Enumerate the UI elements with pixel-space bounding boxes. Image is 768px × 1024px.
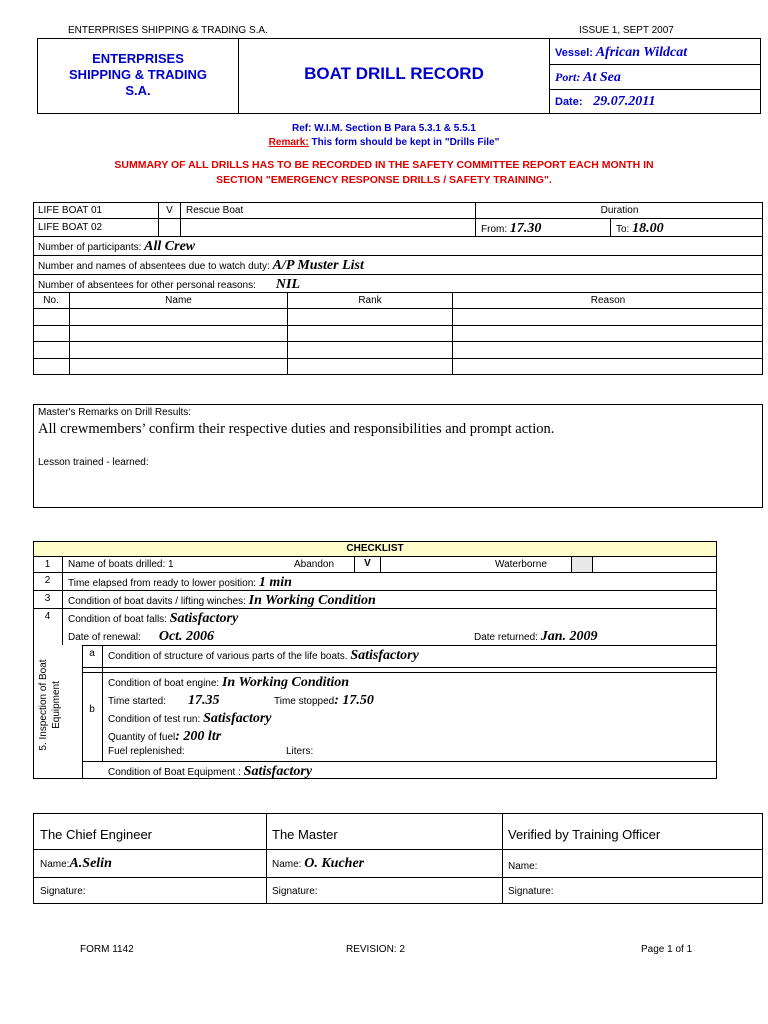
participants-field: Number of participants: All Crew: [38, 239, 196, 254]
row4-no: 4: [44, 611, 51, 622]
row1-mark: V: [364, 558, 371, 569]
col-rank: Rank: [358, 295, 382, 306]
test-run-field: Condition of test run: Satisfactory: [108, 711, 272, 726]
verified-name-field: Name:: [508, 861, 538, 872]
master-name-field: Name: O. Kucher: [272, 856, 365, 871]
lifeboat-01-mark: V: [166, 205, 173, 216]
time-started-field: Time started: 17.35: [108, 693, 220, 708]
verified-signature-label: Signature:: [508, 886, 554, 897]
rescue-boat-label: Rescue Boat: [186, 205, 244, 216]
engine-field: Condition of boat engine: In Working Condition: [108, 675, 350, 690]
liters-label: Liters:: [286, 746, 314, 757]
master-signature-label: Signature:: [272, 886, 318, 897]
time-stopped-field: Time stopped: 17.50: [274, 693, 374, 708]
page-header-company: ENTERPRISES SHIPPING & TRADING S.A.: [68, 25, 268, 36]
row2-field: Time elapsed from ready to lower position: 1 min: [68, 575, 292, 590]
footer-page: Page 1 of 1: [641, 944, 693, 955]
col-no: No.: [43, 295, 59, 306]
duration-from: From: 17.30: [481, 221, 542, 236]
footer-revision: REVISION: 2: [346, 944, 405, 955]
duration-label: Duration: [600, 205, 639, 216]
date-field: Date: 29.07.2011: [555, 94, 656, 109]
row2-no: 2: [44, 575, 51, 586]
col-reason: Reason: [590, 295, 626, 306]
chief-signature-label: Signature:: [40, 886, 86, 897]
fuel-quantity-field: Quantity of fuel: 200 ltr: [108, 729, 222, 744]
row1-waterborne: Waterborne: [495, 559, 547, 570]
row1-label: Name of boats drilled: 1: [68, 559, 174, 570]
chief-name-field: Name:A.Selin: [40, 856, 112, 871]
row1-no: 1: [44, 559, 51, 570]
fuel-replenished-label: Fuel replenished:: [108, 746, 185, 757]
page-header-issue: ISSUE 1, SEPT 2007: [579, 25, 674, 36]
chief-engineer-title: The Chief Engineer: [40, 827, 153, 842]
row1-abandon: Abandon: [294, 559, 335, 570]
vessel-field: Vessel: African Wildcat: [555, 45, 688, 60]
checklist-title: CHECKLIST: [346, 543, 404, 554]
sub-a-label: a: [89, 648, 95, 659]
col-name: Name: [165, 295, 192, 306]
absentees-other-field: Number of absentees for other personal reasons: NIL: [38, 277, 301, 292]
remarks-label: Master's Remarks on Drill Results:: [38, 407, 192, 418]
lifeboat-01-label: LIFE BOAT 01: [38, 205, 103, 216]
remark: Remark: This form should be kept in "Drills File": [268, 137, 500, 148]
renewal-field: Date of renewal: Oct. 2006: [68, 629, 215, 644]
form-title: BOAT DRILL RECORD: [304, 64, 484, 83]
sub-b-label: b: [89, 704, 95, 715]
remarks-text: All crewmembers’ confirm their respective duties and responsibilities and prompt action.: [38, 421, 555, 437]
lesson-label: Lesson trained - learned:: [38, 457, 149, 468]
absentees-watch-field: Number and names of absentees due to watch duty: A/P Muster List: [38, 258, 364, 273]
summary-notice: SUMMARY OF ALL DRILLS HAS TO BE RECORDED IN THE SAFETY COMMITTEE REPORT EACH MONTH IN SECTION "EMERGENCY RESPONSE DRILLS / SAFETY TRAINING".: [114, 159, 654, 186]
row4-field: Condition of boat falls: Satisfactory: [68, 611, 239, 626]
company-name: ENTERPRISES SHIPPING & TRADING S.A.: [69, 51, 207, 98]
master-title: The Master: [272, 827, 338, 842]
port-field: Port: At Sea: [555, 70, 621, 85]
row3-no: 3: [44, 593, 51, 604]
lifeboat-02-label: LIFE BOAT 02: [38, 222, 103, 233]
sub-a-field: Condition of structure of various parts of the life boats. Satisfactory: [108, 648, 419, 663]
returned-field: Date returned: Jan. 2009: [474, 629, 598, 644]
footer-form: FORM 1142: [80, 944, 134, 955]
verified-title: Verified by Training Officer: [508, 827, 661, 842]
boat-equipment-field: Condition of Boat Equipment : Satisfactory: [108, 764, 313, 779]
inspection-label: 5. Inspection of Boat Equipment: [38, 659, 62, 751]
row3-field: Condition of boat davits / lifting winches: In Working Condition: [68, 593, 376, 608]
duration-to: To: 18.00: [616, 221, 664, 236]
reference: Ref: W.I.M. Section B Para 5.3.1 & 5.5.1: [292, 123, 476, 134]
